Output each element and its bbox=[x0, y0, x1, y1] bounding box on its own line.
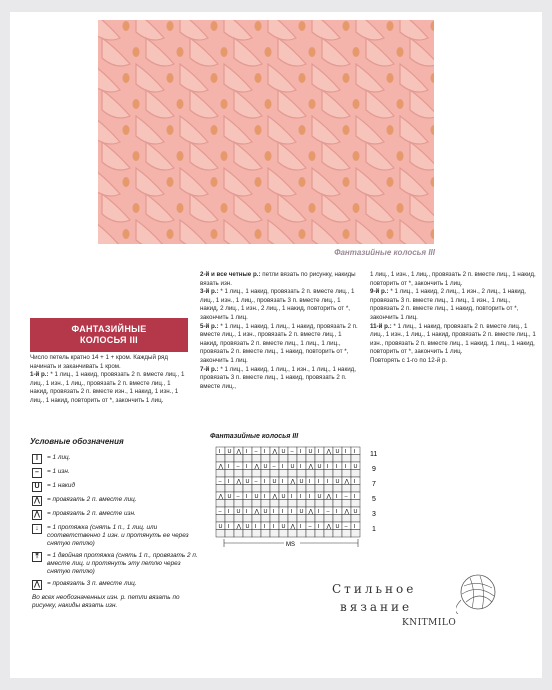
svg-text:I: I bbox=[245, 509, 248, 515]
row-text: * 1 лиц., 1 накид, 1 лиц., 1 накид, провязать 2 п. вместе лиц., 1 изн., провязать 2 п. вместе лиц., 1 накид, провязать 2 п. вместе лиц., 1 лиц., 1 лиц., провязать 2 п. вместе лиц., 1 накид, повторить от *, закончить 1 лиц. bbox=[200, 322, 358, 364]
svg-text:U: U bbox=[281, 494, 286, 500]
svg-text:U: U bbox=[245, 479, 250, 485]
row-text: * 1 лиц., 1 накид, провязать 2 п. вместе лиц., 1 лиц., 1 изн., 1 лиц., 1 накид, провязать 2 п. вместе лиц., 1 изн., провязать 2 п. вместе лиц., 1 накид, 1 лиц., 1 накид, повторить от *, закончить 1 лиц. bbox=[370, 322, 536, 356]
svg-text:U: U bbox=[227, 494, 232, 500]
legend-note: Во всех необозначенных изн. р. петли вязать по рисунку, накиды вязать изн. bbox=[32, 594, 180, 609]
legend bbox=[32, 454, 202, 610]
row-label: 11-й р.: bbox=[370, 322, 392, 330]
instructions-column-3 bbox=[370, 271, 536, 366]
svg-text:I: I bbox=[299, 524, 302, 530]
legend-text: = 1 лиц. bbox=[47, 454, 71, 461]
row-number: 11 bbox=[370, 451, 378, 458]
svg-text:–: – bbox=[254, 449, 258, 455]
svg-text:I: I bbox=[272, 524, 275, 530]
svg-text:⋀: ⋀ bbox=[326, 494, 332, 500]
svg-text:I: I bbox=[281, 509, 284, 515]
legend-item bbox=[32, 580, 202, 590]
svg-text:I: I bbox=[353, 479, 356, 485]
legend-title: Условные обозначения bbox=[30, 437, 124, 446]
svg-text:I: I bbox=[335, 509, 338, 515]
svg-text:I: I bbox=[290, 509, 293, 515]
svg-text:U: U bbox=[263, 509, 268, 515]
svg-text:U: U bbox=[353, 509, 358, 515]
svg-text:I: I bbox=[263, 494, 266, 500]
svg-text:⋀: ⋀ bbox=[290, 479, 296, 485]
pattern-title-banner bbox=[30, 318, 188, 352]
svg-text:I: I bbox=[326, 464, 329, 470]
row-number: 9 bbox=[372, 466, 376, 473]
svg-text:⋀: ⋀ bbox=[272, 449, 278, 455]
title-line-2: КОЛОСЬЯ III bbox=[80, 335, 138, 345]
legend-text: = 1 протяжка (снять 1 п., 1 лиц. или соответственно 1 изн. и протянуть ее через снятую петлю) bbox=[47, 524, 189, 547]
yarn-over-symbol-icon: U bbox=[32, 482, 42, 492]
row-text: петли вязать по рисунку, накиды вязать изн. bbox=[200, 271, 356, 287]
slip-pass-symbol-icon: ↓ bbox=[32, 524, 42, 534]
instructions-column-1 bbox=[30, 354, 190, 406]
legend-text: = 1 изн. bbox=[47, 468, 70, 475]
row-text: 1 лиц., 1 изн., 1 лиц., провязать 2 п. вместе лиц., 1 накид, повторить от *, закончить 1 лиц. bbox=[370, 271, 536, 287]
legend-text: = 1 двойная протяжка (снять 1 п., провязать 2 п. вместе лиц. и протянуть эту петлю через снятую петлю) bbox=[47, 552, 198, 575]
svg-text:I: I bbox=[299, 494, 302, 500]
svg-text:U: U bbox=[290, 464, 295, 470]
svg-text:I: I bbox=[353, 494, 356, 500]
watermark-brand: KNITMILO bbox=[402, 618, 457, 628]
svg-text:I: I bbox=[353, 524, 356, 530]
row-label: 5-й р.: bbox=[200, 322, 219, 330]
svg-text:I: I bbox=[353, 449, 356, 455]
legend-text: = провязать 3 п. вместе лиц. bbox=[47, 580, 137, 587]
svg-text:I: I bbox=[227, 464, 230, 470]
svg-text:⋀: ⋀ bbox=[308, 464, 314, 470]
svg-text:⋀: ⋀ bbox=[326, 524, 332, 530]
svg-text:–: – bbox=[218, 509, 222, 515]
svg-text:I: I bbox=[263, 479, 266, 485]
purl-symbol-icon: – bbox=[32, 468, 42, 478]
legend-text: = провязать 2 п. вместе изн. bbox=[47, 510, 136, 517]
legend-text: = 1 накид bbox=[47, 482, 76, 489]
svg-text:–: – bbox=[218, 479, 222, 485]
svg-text:I: I bbox=[227, 479, 230, 485]
row-label: 9-й р.: bbox=[370, 288, 389, 296]
svg-text:⋀: ⋀ bbox=[308, 509, 314, 515]
svg-text:U: U bbox=[263, 464, 268, 470]
row-number: 7 bbox=[372, 481, 376, 488]
row-text: * 1 лиц., 1 накид, провязать 2 п. вместе лиц., 1 лиц., 1 изн., 1 лиц., провязать 2 п. вместе лиц., 1 накид, провязать 2 п. вместе изн., 1 накид, 1 изн., 1 лиц., 1 накид, повторить от *, закончить 1 лиц. bbox=[30, 371, 185, 404]
svg-text:I: I bbox=[317, 509, 320, 515]
svg-text:I: I bbox=[308, 479, 311, 485]
row-number: 1 bbox=[372, 526, 376, 533]
svg-text:I: I bbox=[317, 524, 320, 530]
repeat-text: Повторять с 1-го по 12-й р. bbox=[370, 356, 448, 364]
svg-text:⋀: ⋀ bbox=[236, 449, 242, 455]
repeat-label: MS bbox=[286, 542, 295, 548]
svg-text:I: I bbox=[227, 509, 230, 515]
svg-text:⋀: ⋀ bbox=[236, 479, 242, 485]
legend-item bbox=[32, 510, 202, 520]
row-text: * 1 лиц., 1 накид, провязать 2 п. вместе лиц., 1 лиц., 1 изн., 1 лиц., провязать 3 п. вместе лиц., 1 накид, 2 лиц., 1 изн., 2 лиц., 1 накид, повторить от *, закончить 1 лиц. bbox=[200, 288, 355, 321]
chart-title: Фантазийные колосья III bbox=[210, 433, 299, 440]
svg-text:I: I bbox=[245, 464, 248, 470]
svg-text:I: I bbox=[263, 449, 266, 455]
legend-item bbox=[32, 482, 202, 492]
svg-text:I: I bbox=[326, 479, 329, 485]
svg-text:U: U bbox=[317, 494, 322, 500]
svg-text:⋀: ⋀ bbox=[344, 509, 350, 515]
svg-text:I: I bbox=[299, 464, 302, 470]
svg-text:I: I bbox=[335, 464, 338, 470]
k3tog-symbol-icon: ⋀ bbox=[32, 580, 42, 590]
p2tog-symbol-icon: ⋀ bbox=[32, 510, 42, 520]
svg-text:I: I bbox=[317, 449, 320, 455]
watermark-line-2: вязание bbox=[340, 600, 413, 614]
svg-text:I: I bbox=[254, 524, 257, 530]
row-label: 2-й и все четные р.: bbox=[200, 271, 261, 278]
svg-text:⋀: ⋀ bbox=[326, 449, 332, 455]
svg-text:U: U bbox=[236, 509, 241, 515]
svg-text:I: I bbox=[272, 509, 275, 515]
svg-text:I: I bbox=[317, 479, 320, 485]
svg-text:U: U bbox=[335, 524, 340, 530]
svg-text:I: I bbox=[344, 449, 347, 455]
svg-text:U: U bbox=[299, 479, 304, 485]
svg-text:U: U bbox=[218, 524, 223, 530]
svg-text:⋀: ⋀ bbox=[290, 524, 296, 530]
photo-caption: Фантазийные колосья III bbox=[334, 248, 435, 257]
svg-text:U: U bbox=[335, 449, 340, 455]
svg-text:–: – bbox=[290, 449, 294, 455]
instructions-column-2 bbox=[200, 271, 360, 391]
svg-text:⋀: ⋀ bbox=[218, 494, 224, 500]
svg-text:–: – bbox=[308, 524, 312, 530]
legend-item bbox=[32, 496, 202, 506]
svg-text:U: U bbox=[335, 479, 340, 485]
svg-text:U: U bbox=[308, 449, 313, 455]
row-label: 7-й р.: bbox=[200, 365, 219, 373]
legend-text: = провязать 2 п. вместе лиц. bbox=[47, 496, 137, 503]
svg-text:I: I bbox=[281, 479, 284, 485]
svg-text:I: I bbox=[218, 449, 221, 455]
svg-text:U: U bbox=[281, 449, 286, 455]
knitting-chart bbox=[210, 445, 390, 551]
svg-text:I: I bbox=[281, 464, 284, 470]
k2tog-symbol-icon: ⋀ bbox=[32, 496, 42, 506]
svg-text:U: U bbox=[245, 524, 250, 530]
svg-text:U: U bbox=[317, 464, 322, 470]
svg-text:–: – bbox=[236, 464, 240, 470]
legend-item bbox=[32, 468, 202, 478]
knit-symbol-icon: I bbox=[32, 454, 42, 464]
svg-text:I: I bbox=[308, 494, 311, 500]
row-text: * 1 лиц., 1 накид, 2 лиц., 1 изн., 2 лиц., 1 накид, провязать 3 п. вместе лиц., 1 лиц., 1 изн., 1 лиц., провязать 2 п. вместе лиц., 1 накид, повторить от *, закончить 1 лиц. bbox=[370, 288, 526, 321]
svg-text:I: I bbox=[227, 524, 230, 530]
svg-text:I: I bbox=[335, 494, 338, 500]
knitting-photo bbox=[98, 20, 434, 244]
svg-text:U: U bbox=[299, 509, 304, 515]
legend-item bbox=[32, 524, 202, 548]
svg-text:⋀: ⋀ bbox=[254, 509, 260, 515]
svg-text:U: U bbox=[353, 464, 358, 470]
svg-text:I: I bbox=[263, 524, 266, 530]
watermark-line-1: Стильное bbox=[332, 582, 417, 596]
svg-text:⋀: ⋀ bbox=[344, 479, 350, 485]
svg-text:U: U bbox=[272, 479, 277, 485]
svg-text:U: U bbox=[227, 449, 232, 455]
page-sheet bbox=[10, 12, 542, 678]
row-number: 3 bbox=[372, 511, 376, 518]
svg-text:–: – bbox=[254, 479, 258, 485]
stitch-count-text: Число петель кратно 14 + 1 + кром. Каждый ряд начинать и заканчивать 1 кром. bbox=[30, 354, 168, 370]
svg-text:⋀: ⋀ bbox=[254, 464, 260, 470]
svg-text:–: – bbox=[326, 509, 330, 515]
svg-text:I: I bbox=[245, 494, 248, 500]
svg-text:⋀: ⋀ bbox=[236, 524, 242, 530]
legend-item bbox=[32, 552, 202, 576]
svg-text:I: I bbox=[344, 464, 347, 470]
legend-item bbox=[32, 454, 202, 464]
svg-text:⋀: ⋀ bbox=[218, 464, 224, 470]
yarn-ball-icon bbox=[456, 570, 500, 619]
svg-text:⋀: ⋀ bbox=[272, 494, 278, 500]
svg-text:–: – bbox=[344, 494, 348, 500]
svg-text:–: – bbox=[272, 464, 276, 470]
row-text: * 1 лиц., 1 накид, 1 лиц., 1 изн., 1 лиц., 1 накид, провязать 3 п. вместе лиц., 1 накид, провязать 2 п. вместе лиц., bbox=[200, 365, 356, 390]
row-label: 3-й р.: bbox=[200, 288, 219, 296]
svg-text:I: I bbox=[245, 449, 248, 455]
row-number: 5 bbox=[372, 496, 376, 503]
svg-text:I: I bbox=[299, 449, 302, 455]
double-slip-symbol-icon: ⤒ bbox=[32, 552, 42, 562]
svg-text:–: – bbox=[236, 494, 240, 500]
title-line-1: ФАНТАЗИЙНЫЕ bbox=[71, 324, 147, 334]
svg-text:–: – bbox=[344, 524, 348, 530]
svg-text:U: U bbox=[254, 494, 259, 500]
row-label: 1-й р.: bbox=[30, 371, 49, 379]
svg-text:U: U bbox=[281, 524, 286, 530]
svg-text:I: I bbox=[290, 494, 293, 500]
